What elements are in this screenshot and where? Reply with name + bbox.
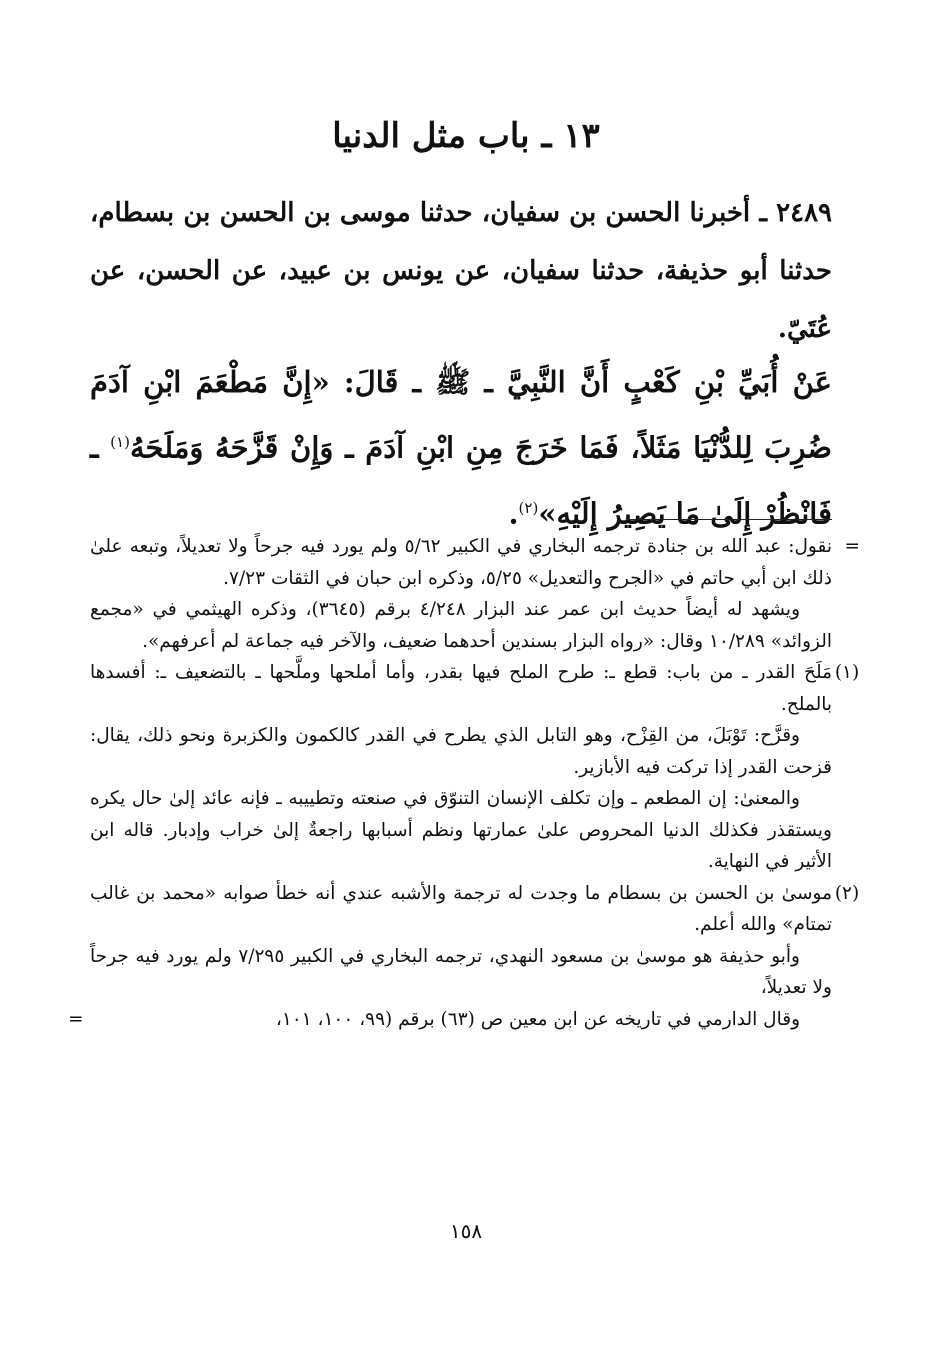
- matn-text-2: ـ فَانْظُرْ إِلَىٰ مَا يَصِيرُ إِلَيْهِ»: [90, 430, 832, 531]
- footnote-1-text: مَلَحَ القدر ـ من باب: قطع ـ: طرح الملح فيها بقدر، وأما أملحها وملَّحها ـ بالتضعيف ـ: أفسدها بالملح.: [90, 662, 832, 715]
- footnote-continuation: [90, 531, 860, 594]
- footnote-2: [90, 878, 860, 941]
- footnote-paragraph: والمعنىٰ: إن المطعم ـ وإن تكلف الإنسان التنوّق في صنعته وتطييبه ـ فإنه عائد إلىٰ حال يكره ويستقذر فكذلك الدنيا المحروص علىٰ عمارتها ونظم أسبابها راجعةٌ إلىٰ خراب وإدبار. قاله ابن الأثير في النهاية.: [90, 788, 832, 872]
- footnote-2-text: موسىٰ بن الحسن بن بسطام ما وجدت له ترجمة والأشبه عندي أنه خطأ صوابه «محمد بن غالب تمتام» والله أعلم.: [90, 882, 832, 935]
- footnote-1: [90, 657, 860, 720]
- matn-end: .: [508, 496, 519, 531]
- chapter-title: ١٣ ـ باب مثل الدنيا: [332, 116, 600, 156]
- continuation-marker: =: [844, 536, 860, 557]
- footnote-2-marker: (٢): [834, 882, 860, 904]
- footnotes-section: [68, 531, 860, 1035]
- hadith-number: ٢٤٨٩: [776, 198, 832, 228]
- footnote-paragraph: وقزَّح: تَوْبَلَ، من القِزْح، وهو التابل الذي يطرح في القدر كالكمون والكزبرة ونحو ذلك، يقال: قزحت القدر إذا تركت فيه الأبازير.: [90, 725, 832, 778]
- page-number: ١٥٨: [449, 1219, 483, 1243]
- isnad-text: ـ أخبرنا الحسن بن سفيان، حدثنا موسى بن الحسن بن بسطام، حدثنا أبو حذيفة، حدثنا سفيان، عن يونس بن عبيد، عن الحسن، عن عُتَيّ.: [90, 198, 832, 344]
- footnote-paragraph: وأبو حذيفة هو موسىٰ بن مسعود النهدي، ترجمه البخاري في الكبير ٧/٢٩٥ ولم يورد فيه جرحاً ولا تعديلاً،: [90, 945, 832, 998]
- continued-marker: =: [68, 1008, 84, 1030]
- footnote-1-marker: (١): [834, 662, 860, 683]
- hadith-isnad: [90, 184, 832, 358]
- footnote-paragraph: ويشهد له أيضاً حديث ابن عمر عند البزار ٤/٢٤٨ برقم (٣٦٤٥)، وذكره الهيثمي في «مجمع الزوائد» ١٠/٢٨٩ وقال: «رواه البزار بسندين أحدهما ضعيف، والآخر فيه جماعة لم أعرفهم».: [90, 599, 832, 652]
- footnote-continuation-text: نقول: عبد الله بن جنادة ترجمه البخاري في الكبير ٥/٦٢ ولم يورد فيه جرحاً ولا تعديلاً، وتبعه علىٰ ذلك ابن أبي حاتم في «الجرح والتعديل» ٥/٢٥، وذكره ابن حبان في الثقات ٧/٢٣.: [90, 536, 832, 589]
- footnote-ref-2: (٢): [518, 498, 539, 517]
- footnote-last-text: وقال الدارمي في تاريخه عن ابن معين ص (٦٣) برقم (٩٩، ١٠٠، ١٠١،: [275, 1008, 800, 1030]
- footnote-ref-1: (١): [110, 433, 130, 451]
- matn-text-1: عَنْ أُبَيِّ بْنِ كَعْبٍ أَنَّ النَّبِيَّ ـ ﷺ ـ قَالَ: «إِنَّ مَطْعَمَ ابْنِ آدَمَ ضُرِبَ لِلدُّنْيَا مَثَلاً، فَمَا خَرَجَ مِنِ ابْنِ آدَمَ ـ وَإِنْ قَزَّحَهُ وَمَلَحَهُ: [90, 365, 832, 465]
- footnote-separator: [626, 519, 832, 520]
- hadith-matn: [90, 352, 832, 543]
- footnote-paragraph-last: [68, 1004, 832, 1036]
